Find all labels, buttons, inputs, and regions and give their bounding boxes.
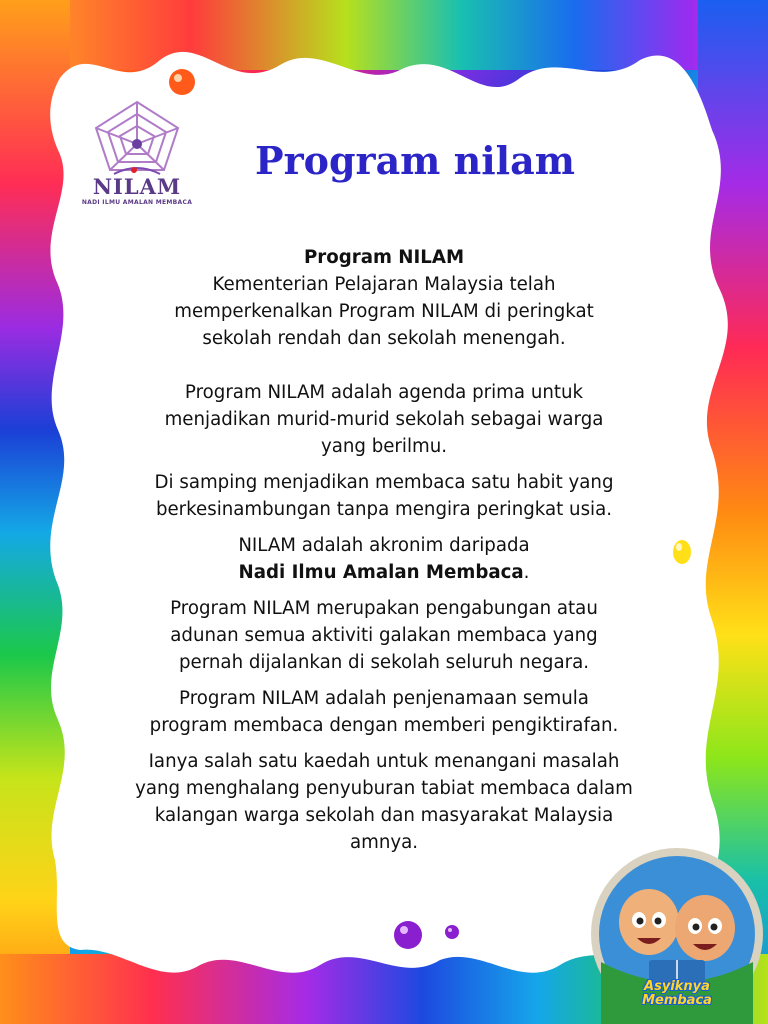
text-line: memperkenalkan Program NILAM di peringkat [174,301,594,322]
text-line: Program NILAM merupakan pengabungan atau [170,598,598,619]
paragraph-agenda [108,379,660,460]
paragraph-habit [108,469,660,523]
text-line: adunan semua aktiviti galakan membaca yang [170,625,598,646]
paragraph-method [108,748,660,856]
badge-caption [587,980,767,1008]
text-line: NILAM adalah akronim daripada [238,535,530,556]
badge-line: Asyiknya [644,979,710,994]
text-line: yang berilmu. [320,436,448,457]
text-period: . [523,562,530,583]
paragraph-combination [108,595,660,676]
nilam-logo [74,98,200,208]
text-line: program membaca dengan memberi pengiktirafan. [149,715,619,736]
text-line: pernah dijalankan di sekolah seluruh negara. [179,652,589,673]
paragraph-acronym [108,532,660,586]
intro-paragraph [108,271,660,352]
text-line: Program NILAM adalah agenda prima untuk [184,382,584,403]
article-body [108,244,660,856]
section-heading: Program NILAM [303,247,465,268]
logo-wordmark: NILAM [92,174,182,199]
text-line: kalangan warga sekolah dan masyarakat Malaysia [154,805,614,826]
text-line: Di samping menjadikan membaca satu habit yang [154,472,614,493]
text-line: berkesinambungan tanpa mengira peringkat usia. [155,499,613,520]
logo-tagline: NADI ILMU AMALAN MEMBACA [81,199,193,206]
text-line: amnya. [349,832,419,853]
badge-line: Membaca [642,993,712,1008]
paragraph-rebranding [108,685,660,739]
text-line: Kementerian Pelajaran Malaysia telah [212,274,556,295]
text-line: menjadikan murid-murid sekolah sebagai warga [164,409,604,430]
reading-badge [587,842,767,1024]
page-title: Program nilam [255,138,575,183]
text-line: sekolah rendah dan sekolah menengah. [202,328,566,349]
text-line: Program NILAM adalah penjenamaan semula [179,688,589,709]
acronym-expansion: Nadi Ilmu Amalan Membaca [238,562,524,583]
text-line: yang menghalang penyuburan tabiat membaca dalam [135,778,633,799]
web-emblem-icon [74,98,200,178]
text-line: Ianya salah satu kaedah untuk menangani masalah [148,751,620,772]
